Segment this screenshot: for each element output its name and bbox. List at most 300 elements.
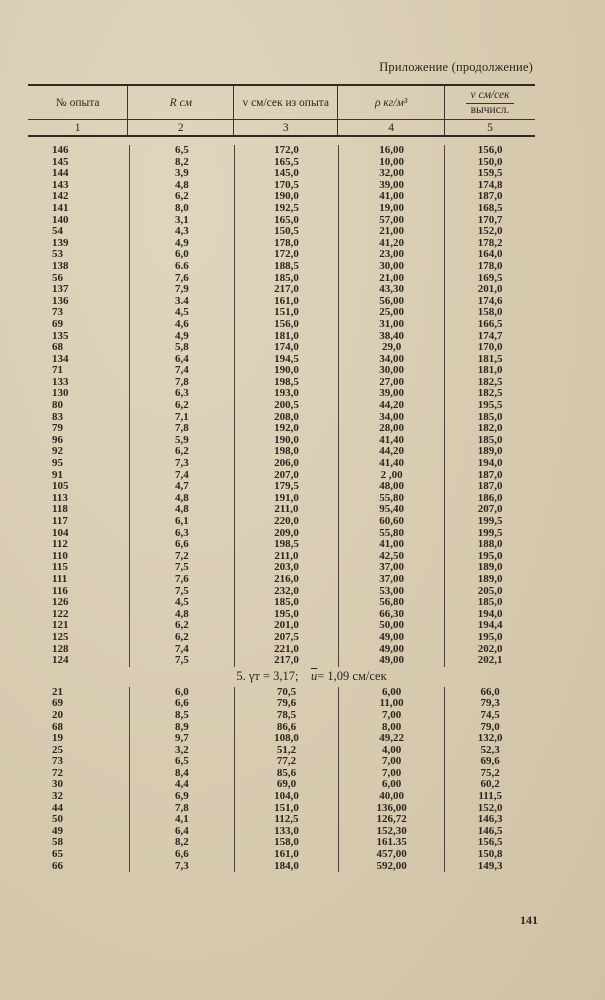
cell-velocity-measured: 174,0 — [235, 342, 339, 354]
cell-radius: 7,4 — [129, 644, 236, 656]
cell-experiment-number: 134 — [52, 352, 69, 365]
cell-experiment-number: 138 — [52, 259, 69, 272]
cell-density: 29,0 — [339, 342, 446, 354]
column-number-row — [28, 119, 535, 135]
header-velocity-calculated-bottom: вычисл. — [470, 104, 510, 116]
cell-experiment-number: 117 — [52, 515, 68, 527]
cell-radius: 6,9 — [129, 791, 236, 803]
cell-velocity-measured: 221,0 — [235, 644, 339, 656]
cell-velocity-measured: 193,0 — [235, 388, 339, 400]
cell-velocity-measured: 200,5 — [235, 400, 339, 412]
table-row — [28, 710, 535, 722]
cell-experiment-number: 72 — [52, 766, 63, 779]
header-velocity-calculated-top: v см/сек — [466, 89, 513, 104]
cell-radius: 4,6 — [129, 319, 236, 331]
cell-radius: 3,1 — [129, 215, 236, 227]
cell-radius: 7,4 — [129, 365, 236, 377]
cell-experiment-number: 20 — [52, 708, 63, 721]
cell-velocity-calculated: 132,0 — [477, 732, 503, 745]
cell-experiment-number: 92 — [52, 445, 63, 458]
cell-radius: 8,9 — [129, 722, 236, 734]
cell-velocity-calculated: 178,0 — [477, 259, 503, 272]
cell-velocity-measured: 86,6 — [235, 722, 339, 734]
cell-experiment-number: 68 — [52, 341, 63, 354]
section-5-title — [88, 667, 535, 687]
cell-velocity-measured: 217,0 — [235, 655, 339, 667]
cell-experiment-number: 141 — [52, 201, 69, 214]
cell-velocity-calculated: 185,0 — [477, 596, 503, 609]
cell-velocity-calculated: 188,0 — [477, 538, 503, 551]
cell-velocity-calculated: 185,0 — [477, 433, 503, 446]
cell-experiment-number: 53 — [52, 248, 63, 261]
cell-density: 8,00 — [339, 722, 446, 734]
table-row — [28, 655, 535, 667]
cell-density: 4,00 — [339, 745, 446, 757]
cell-density: 25,00 — [339, 307, 446, 319]
cell-density: 27,00 — [339, 377, 446, 389]
cell-velocity-calculated: 52,3 — [480, 743, 500, 756]
cell-experiment-number: 79 — [52, 422, 63, 435]
cell-radius: 3.4 — [129, 296, 236, 308]
cell-velocity-calculated: 166,5 — [477, 317, 503, 330]
cell-velocity-calculated: 159,5 — [477, 167, 503, 180]
cell-experiment-number: 113 — [52, 491, 68, 504]
cell-velocity-calculated: 182,5 — [477, 375, 503, 388]
cell-radius: 8,0 — [129, 203, 236, 215]
cell-velocity-measured: 198,5 — [235, 539, 339, 551]
page-caption: Приложение (продолжение) — [379, 60, 533, 74]
cell-experiment-number: 25 — [52, 743, 63, 756]
cell-velocity-measured: 198,0 — [235, 446, 339, 458]
cell-experiment-number: 73 — [52, 306, 63, 319]
cell-velocity-measured: 79,6 — [235, 698, 339, 710]
cell-radius: 4,5 — [129, 597, 236, 609]
cell-velocity-calculated: 146,3 — [477, 813, 503, 826]
cell-density: 11,00 — [339, 698, 446, 710]
cell-velocity-calculated: 111,5 — [478, 790, 502, 803]
cell-density: 592,00 — [339, 861, 446, 873]
cell-density: 53,00 — [339, 586, 446, 598]
cell-velocity-measured: 165,5 — [235, 157, 339, 169]
cell-experiment-number: 58 — [52, 836, 63, 849]
cell-velocity-calculated: 150,8 — [477, 848, 503, 861]
cell-velocity-calculated: 174,7 — [477, 329, 503, 342]
header-velocity-calculated — [445, 86, 535, 119]
cell-experiment-number: 112 — [52, 538, 68, 551]
cell-velocity-calculated: 202,0 — [477, 642, 503, 655]
cell-velocity-measured: 203,0 — [235, 562, 339, 574]
data-table — [28, 84, 535, 872]
cell-radius: 5,8 — [129, 342, 236, 354]
cell-radius: 7,3 — [129, 861, 236, 873]
cell-radius: 4,9 — [129, 331, 236, 343]
cell-radius: 6,2 — [129, 400, 236, 412]
cell-velocity-measured: 184,0 — [235, 861, 339, 873]
cell-density: 49,00 — [339, 632, 446, 644]
cell-velocity-measured: 209,0 — [235, 528, 339, 540]
cell-velocity-calculated: 207,0 — [477, 503, 503, 516]
cell-density: 10,00 — [339, 157, 446, 169]
cell-radius: 6,6 — [129, 539, 236, 551]
cell-radius: 6,4 — [129, 354, 236, 366]
cell-radius: 6.6 — [129, 261, 236, 273]
cell-density: 40,00 — [339, 791, 446, 803]
cell-velocity-calculated: 156,5 — [477, 836, 503, 849]
cell-radius: 9,7 — [129, 733, 236, 745]
cell-radius: 4,1 — [129, 814, 236, 826]
cell-velocity-calculated: 178,2 — [477, 236, 503, 249]
cell-radius: 7,2 — [129, 551, 236, 563]
cell-velocity-measured: 161,0 — [235, 849, 339, 861]
cell-density: 152,30 — [339, 826, 446, 838]
table-row — [28, 791, 535, 803]
cell-velocity-measured: 201,0 — [235, 620, 339, 632]
header-density: ρ кг/м³ — [338, 86, 445, 119]
cell-experiment-number: 140 — [52, 213, 69, 226]
cell-density: 41,40 — [339, 458, 446, 470]
cell-velocity-measured: 194,5 — [235, 354, 339, 366]
section-5-label: 5. γт = 3,17; — [236, 669, 299, 684]
table-row — [28, 574, 535, 586]
cell-density: 6,00 — [339, 687, 446, 699]
cell-velocity-calculated: 181,5 — [477, 352, 503, 365]
cell-experiment-number: 30 — [52, 778, 63, 791]
cell-velocity-calculated: 75,2 — [480, 766, 500, 779]
cell-velocity-measured: 220,0 — [235, 516, 339, 528]
cell-experiment-number: 73 — [52, 755, 63, 768]
table-row — [28, 849, 535, 861]
cell-radius: 4,5 — [129, 307, 236, 319]
cell-velocity-measured: 150,5 — [235, 226, 339, 238]
cell-experiment-number: 69 — [52, 697, 63, 710]
cell-experiment-number: 44 — [52, 801, 63, 814]
cell-velocity-calculated: 187,0 — [477, 480, 503, 493]
header-experiment-number: № опыта — [28, 86, 128, 119]
header-velocity-measured: v см/сек из опыта — [234, 86, 338, 119]
cell-density: 37,00 — [339, 574, 446, 586]
cell-velocity-measured: 195,0 — [235, 609, 339, 621]
cell-density: 41,00 — [339, 539, 446, 551]
cell-radius: 4,8 — [129, 180, 236, 192]
cell-experiment-number: 68 — [52, 720, 63, 733]
cell-velocity-calculated: 187,0 — [477, 468, 503, 481]
cell-radius: 5,9 — [129, 435, 236, 447]
cell-velocity-calculated: 189,0 — [477, 561, 503, 574]
cell-velocity-measured: 156,0 — [235, 319, 339, 331]
cell-density: 457,00 — [339, 849, 446, 861]
cell-velocity-measured: 69,0 — [235, 779, 339, 791]
cell-experiment-number: 105 — [52, 480, 69, 493]
table-row — [28, 226, 535, 238]
cell-experiment-number: 21 — [52, 685, 63, 698]
cell-experiment-number: 111 — [52, 572, 68, 585]
cell-velocity-measured: 108,0 — [235, 733, 339, 745]
cell-density: 7,00 — [339, 710, 446, 722]
table-row — [28, 203, 535, 215]
cell-radius: 6,0 — [129, 687, 236, 699]
table-row — [28, 516, 535, 528]
cell-velocity-measured: 51,2 — [235, 745, 339, 757]
cell-density: 2 ,00 — [339, 470, 446, 482]
cell-density: 48,00 — [339, 481, 446, 493]
cell-velocity-measured: 70,5 — [235, 687, 339, 699]
cell-experiment-number: 144 — [52, 167, 69, 180]
cell-density: 95,40 — [339, 504, 446, 516]
cell-velocity-measured: 185,0 — [235, 273, 339, 285]
cell-experiment-number: 143 — [52, 178, 69, 191]
cell-density: 32,00 — [339, 168, 446, 180]
cell-experiment-number: 121 — [52, 619, 69, 632]
cell-velocity-calculated: 174,6 — [477, 294, 503, 307]
cell-radius: 4,3 — [129, 226, 236, 238]
cell-density: 6,00 — [339, 779, 446, 791]
cell-velocity-calculated: 195,5 — [477, 399, 503, 412]
cell-radius: 7,5 — [129, 562, 236, 574]
cell-velocity-measured: 78,5 — [235, 710, 339, 722]
cell-density: 30,00 — [339, 261, 446, 273]
page-number: 141 — [520, 913, 538, 927]
cell-experiment-number: 19 — [52, 732, 63, 745]
table-row — [28, 632, 535, 644]
cell-density: 38,40 — [339, 331, 446, 343]
cell-velocity-measured: 232,0 — [235, 586, 339, 598]
cell-velocity-calculated: 168,5 — [477, 201, 503, 214]
cell-velocity-measured: 211,0 — [235, 504, 339, 516]
cell-velocity-measured: 211,0 — [235, 551, 339, 563]
cell-velocity-calculated: 158,0 — [477, 306, 503, 319]
cell-density: 55,80 — [339, 493, 446, 505]
cell-experiment-number: 135 — [52, 329, 69, 342]
cell-radius: 7,6 — [129, 574, 236, 586]
table-row — [28, 597, 535, 609]
cell-density: 57,00 — [339, 215, 446, 227]
cell-velocity-measured: 161,0 — [235, 296, 339, 308]
cell-density: 161.35 — [339, 837, 446, 849]
cell-radius: 6,6 — [129, 698, 236, 710]
cell-velocity-calculated: 152,0 — [477, 225, 503, 238]
cell-radius: 4,7 — [129, 481, 236, 493]
cell-velocity-calculated: 174,8 — [477, 178, 503, 191]
header-radius: R см — [128, 86, 234, 119]
cell-radius: 6,0 — [129, 249, 236, 261]
cell-velocity-calculated: 194,4 — [477, 619, 503, 632]
cell-velocity-calculated: 150,0 — [477, 155, 503, 168]
cell-experiment-number: 137 — [52, 283, 69, 296]
cell-experiment-number: 65 — [52, 848, 63, 861]
cell-experiment-number: 71 — [52, 364, 63, 377]
cell-velocity-measured: 191,0 — [235, 493, 339, 505]
cell-radius: 4,9 — [129, 238, 236, 250]
cell-velocity-measured: 190,0 — [235, 365, 339, 377]
cell-velocity-calculated: 182,0 — [477, 422, 503, 435]
cell-velocity-calculated: 189,0 — [477, 572, 503, 585]
cell-velocity-calculated: 146,5 — [477, 824, 503, 837]
cell-velocity-measured: 172,0 — [235, 249, 339, 261]
cell-experiment-number: 130 — [52, 387, 69, 400]
cell-experiment-number: 126 — [52, 596, 69, 609]
cell-density: 55,80 — [339, 528, 446, 540]
cell-velocity-calculated: 169,5 — [477, 271, 503, 284]
cell-experiment-number: 116 — [52, 584, 68, 597]
section-5-u-value: = 1,09 см/сек — [317, 669, 387, 684]
cell-density: 49,22 — [339, 733, 446, 745]
cell-density: 7,00 — [339, 756, 446, 768]
cell-radius: 6,4 — [129, 826, 236, 838]
cell-radius: 6,6 — [129, 849, 236, 861]
cell-density: 30,00 — [339, 365, 446, 377]
cell-radius: 4,8 — [129, 493, 236, 505]
cell-experiment-number: 125 — [52, 630, 69, 643]
cell-velocity-calculated: 156,0 — [477, 144, 503, 156]
cell-experiment-number: 80 — [52, 399, 63, 412]
cell-radius: 7,1 — [129, 412, 236, 424]
cell-velocity-calculated: 69,6 — [480, 755, 500, 768]
cell-radius: 6,2 — [129, 446, 236, 458]
cell-velocity-measured: 207,0 — [235, 470, 339, 482]
cell-radius: 6,5 — [129, 756, 236, 768]
cell-experiment-number: 115 — [52, 561, 68, 574]
cell-density: 41,40 — [339, 435, 446, 447]
cell-experiment-number: 54 — [52, 225, 63, 238]
cell-density: 56,80 — [339, 597, 446, 609]
cell-velocity-measured: 190,0 — [235, 435, 339, 447]
cell-velocity-measured: 172,0 — [235, 145, 339, 157]
cell-velocity-measured: 208,0 — [235, 412, 339, 424]
cell-velocity-calculated: 152,0 — [477, 801, 503, 814]
cell-velocity-measured: 185,0 — [235, 597, 339, 609]
table-row — [28, 319, 535, 331]
cell-velocity-calculated: 189,0 — [477, 445, 503, 458]
cell-velocity-measured: 188,5 — [235, 261, 339, 273]
cell-velocity-calculated: 201,0 — [477, 283, 503, 296]
table-row — [28, 261, 535, 273]
cell-velocity-measured: 190,0 — [235, 191, 339, 203]
cell-radius: 7,6 — [129, 273, 236, 285]
cell-velocity-calculated: 170,0 — [477, 341, 503, 354]
cell-experiment-number: 95 — [52, 457, 63, 470]
table-header-row — [28, 86, 535, 119]
cell-density: 44,20 — [339, 446, 446, 458]
cell-experiment-number: 145 — [52, 155, 69, 168]
cell-density: 56,00 — [339, 296, 446, 308]
cell-velocity-measured: 207,5 — [235, 632, 339, 644]
cell-experiment-number: 69 — [52, 317, 63, 330]
cell-velocity-calculated: 186,0 — [477, 491, 503, 504]
cell-density: 126,72 — [339, 814, 446, 826]
cell-radius: 3,9 — [129, 168, 236, 180]
cell-radius: 7,5 — [129, 586, 236, 598]
cell-velocity-calculated: 205,0 — [477, 584, 503, 597]
cell-radius: 4,8 — [129, 504, 236, 516]
column-number: 2 — [128, 120, 234, 135]
cell-experiment-number: 83 — [52, 410, 63, 423]
cell-experiment-number: 91 — [52, 468, 63, 481]
cell-velocity-measured: 145,0 — [235, 168, 339, 180]
cell-radius: 7,8 — [129, 377, 236, 389]
column-number: 5 — [487, 121, 493, 134]
cell-radius: 6,2 — [129, 191, 236, 203]
cell-density: 136,00 — [339, 803, 446, 815]
section-5-u-symbol: $\overline{u}$ — [310, 669, 318, 684]
cell-radius: 8,2 — [129, 837, 236, 849]
cell-velocity-measured: 181,0 — [235, 331, 339, 343]
cell-density: 37,00 — [339, 562, 446, 574]
cell-velocity-measured: 192,5 — [235, 203, 339, 215]
cell-radius: 7,8 — [129, 803, 236, 815]
cell-velocity-measured: 77,2 — [235, 756, 339, 768]
cell-density: 41,20 — [339, 238, 446, 250]
cell-velocity-calculated: 74,5 — [480, 708, 500, 721]
cell-density: 49,00 — [339, 655, 446, 667]
cell-density: 60,60 — [339, 516, 446, 528]
cell-velocity-calculated: 60,2 — [480, 778, 500, 791]
cell-experiment-number: 139 — [52, 236, 69, 249]
cell-velocity-calculated: 79,3 — [480, 697, 500, 710]
cell-experiment-number: 146 — [52, 144, 69, 156]
cell-velocity-measured: 112,5 — [235, 814, 339, 826]
cell-velocity-calculated: 199,5 — [477, 515, 503, 527]
cell-radius: 6,2 — [129, 632, 236, 644]
cell-experiment-number: 50 — [52, 813, 63, 826]
column-number: 3 — [234, 120, 338, 135]
cell-density: 42,50 — [339, 551, 446, 563]
cell-velocity-measured: 217,0 — [235, 284, 339, 296]
cell-density: 41,00 — [339, 191, 446, 203]
cell-experiment-number: 133 — [52, 375, 69, 388]
cell-density: 23,00 — [339, 249, 446, 261]
cell-radius: 6,2 — [129, 620, 236, 632]
cell-density: 34,00 — [339, 412, 446, 424]
cell-velocity-measured: 179,5 — [235, 481, 339, 493]
table-row — [28, 284, 535, 296]
table-row — [28, 458, 535, 470]
cell-density: 16,00 — [339, 145, 446, 157]
table-row — [28, 400, 535, 412]
cell-experiment-number: 136 — [52, 294, 69, 307]
cell-experiment-number: 124 — [52, 654, 69, 667]
cell-velocity-calculated: 199,5 — [477, 526, 503, 539]
cell-radius: 7,9 — [129, 284, 236, 296]
cell-radius: 4,8 — [129, 609, 236, 621]
cell-experiment-number: 56 — [52, 271, 63, 284]
cell-density: 21,00 — [339, 226, 446, 238]
cell-velocity-calculated: 202,1 — [477, 654, 503, 667]
cell-velocity-measured: 178,0 — [235, 238, 339, 250]
cell-velocity-measured: 198,5 — [235, 377, 339, 389]
cell-velocity-calculated: 79,0 — [480, 720, 500, 733]
cell-velocity-measured: 151,0 — [235, 307, 339, 319]
cell-experiment-number: 66 — [52, 859, 63, 872]
cell-radius: 6,3 — [129, 388, 236, 400]
table-row — [28, 861, 535, 873]
cell-velocity-calculated: 164,0 — [477, 248, 503, 261]
cell-velocity-measured: 192,0 — [235, 423, 339, 435]
cell-radius: 7,3 — [129, 458, 236, 470]
cell-radius: 6,5 — [129, 145, 236, 157]
cell-radius: 8,2 — [129, 157, 236, 169]
cell-experiment-number: 110 — [52, 549, 68, 562]
cell-radius: 6,1 — [129, 516, 236, 528]
cell-velocity-calculated: 187,0 — [477, 190, 503, 203]
cell-density: 28,00 — [339, 423, 446, 435]
cell-density: 39,00 — [339, 180, 446, 192]
cell-radius: 3,2 — [129, 745, 236, 757]
cell-velocity-measured: 165,0 — [235, 215, 339, 227]
cell-velocity-measured: 216,0 — [235, 574, 339, 586]
cell-velocity-measured: 85,6 — [235, 768, 339, 780]
cell-density: 21,00 — [339, 273, 446, 285]
table-body-block-1 — [28, 145, 535, 667]
